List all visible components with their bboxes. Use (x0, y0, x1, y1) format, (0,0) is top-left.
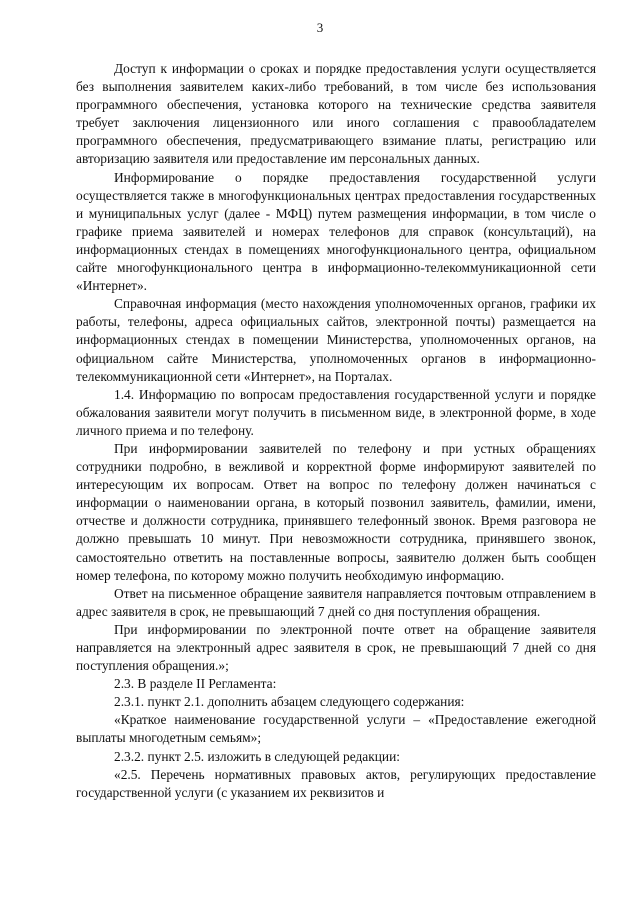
paragraph-2-3-1: 2.3.1. пункт 2.1. дополнить абзацем следующего содержания: (114, 694, 465, 710)
paragraph-email-response: При информировании по электронной почте ответ на обращение заявителя направляется на электронный адрес заявителя в срок, не превышающий 7 дней со дня поступления обращения.»; (76, 621, 596, 674)
paragraph-mfc-info: Информирование о порядке предоставления государственной услуги осуществляется также в многофункциональных центрах предоставления государственных и муниципальных услуг (далее - МФЦ) путем размещения информации, в том числе о графике приема заявителей и номерах телефонов для справок (консультаций), на информационных стендах в помещениях многофункционального центра, официальном сайте многофункционального центра в информационно-телекоммуникационной сети «Интернет». (76, 169, 596, 294)
document-body (76, 60, 596, 802)
paragraph-short-name: «Краткое наименование государственной услуги – «Предоставление ежегодной выплаты многодетным семьям»; (76, 712, 596, 746)
paragraph-written-response: Ответ на письменное обращение заявителя направляется почтовым отправлением в адрес заявителя в срок, не превышающий 7 дней со дня поступления обращения. (76, 585, 596, 619)
paragraph-reference-info: Справочная информация (место нахождения уполномоченных органов, графики их работы, телефоны, адреса официальных сайтов, электронной почты) размещается на информационных стендах в помещении Министерства, уполномоченных органов, на официальном сайте Министерства, уполномоченных органов в информационно-телекоммуникационной сети «Интернет», на Порталах. (76, 296, 596, 384)
paragraph-access-info: Доступ к информации о сроках и порядке предоставления услуги осуществляется без выполнения заявителем каких-либо требований, в том числе без использования программного обеспечения, установка которого на технические средства заявителя требует заключения лицензионного или иного соглашения с правообладателем программного обеспечения, предусматривающего взимание платы, регистрацию или авторизацию заявителя или предоставление им персональных данных. (76, 61, 596, 167)
page-number: 3 (316, 20, 324, 35)
paragraph-phone-info: При информировании заявителей по телефону и при устных обращениях сотрудники подробно, в вежливой и корректной форме информируют заявителей по интересующим их вопросам. Ответ на вопрос по телефону должен начинаться с информации о наименовании органа, в который позвонил заявитель, фамилии, имени, отчестве и должности сотрудника, принявшего телефонный звонок. Время разговора не должно превышать 10 минут. При невозможности сотрудника, принявшего звонок, самостоятельно ответить на поставленные вопросы, заявителю должен быть сообщен номер телефона, по которому можно получить необходимую информацию. (76, 440, 596, 583)
paragraph-1-4: 1.4. Информацию по вопросам предоставления государственной услуги и порядке обжалования заявители могут получить в письменном виде, в электронной форме, в ходе личного приема и по телефону. (76, 386, 596, 438)
paragraph-2-3-2: 2.3.2. пункт 2.5. изложить в следующей редакции: (114, 748, 400, 764)
paragraph-2-5: «2.5. Перечень нормативных правовых актов, регулирующих предоставление государственной услуги (с указанием их реквизитов и (76, 766, 596, 800)
paragraph-2-3: 2.3. В разделе II Регламента: (114, 676, 277, 692)
